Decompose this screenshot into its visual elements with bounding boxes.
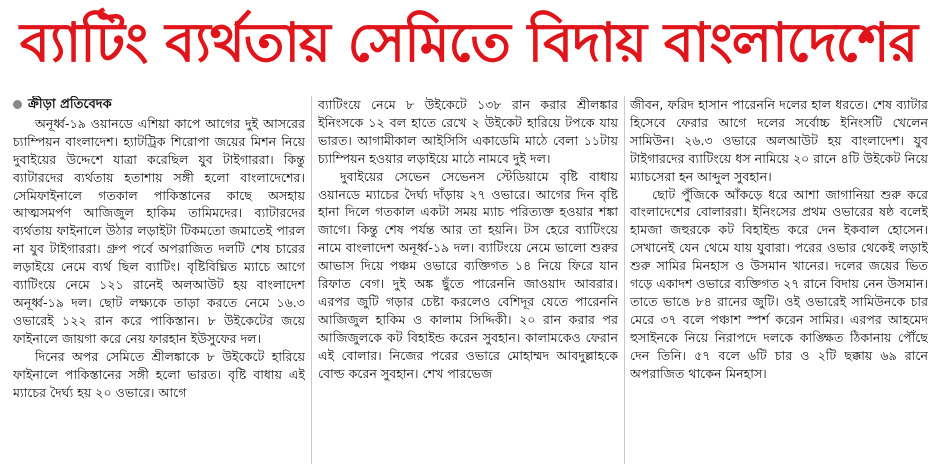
- paragraph: জীবন, ফরিদ হাসান পারেননি দলের হাল ধরতে। শেষ ব্যাটার হিসেবে ফেরার আগে দলের সর্বোচ্চ ইনিংসটি খেলেন সামিউন। ২৬.৩ ওভারে অলআউট হয় বাংলাদেশ। যুব টাইগারদের ব্যাটিংয়ে ধস নামিয়ে ২০ রানে ৪টি উইকেট নিয়ে ম্যাচসেরা হন আব্দুল সুবহান।: [630, 97, 928, 184]
- paragraph: অনূর্ধ্ব-১৯ ওয়ানডে এশিয়া কাপে আগের দুই আসরের চ্যাম্পিয়ন বাংলাদেশ। হ্যাটট্রিক শিরোপা জয়ের মিশন নিয়ে দুবাইয়ের উদ্দেশে যাত্রা করেছিল যুব টাইগাররা। কিন্তু ব্যাটারদের ব্যর্থতায় হতাশায় সঙ্গী হলো বাংলাদেশের। সেমিফাইনালে গতকাল পাকিস্তানের কাছে অসহায় আত্মসমর্পণ আজিজুল হাকিম তামিমদের। ব্যাটারদের ব্যর্থতায় ফাইনালে উঠার লড়াইটা টিকমতো জমাতেই পারল না যুব টাইগাররা। গ্রুপ পর্বে অপরাজিত দলটি শেষ চারের লড়াইয়ে নেমে ব্যর্থ ছিল ব্যাটিং। বৃষ্টিবিঘ্নিত ম্যাচে আগে ব্যাটিংয়ে নেমে ১২১ রানেই অলআউট হয় বাংলাদেশ অনূর্ধ্ব-১৯ দল। ছোট লক্ষ্যকে তাড়া করতে নেমে ১৬.৩ ওভারেই ১২২ রান করে পাকিস্তান। ৮ উইকেটের জয়ে ফাইনালে জায়গা করে নেয় ফারহান ইউসুফের দল।: [13, 115, 305, 346]
- paragraph: ব্যাটিংয়ে নেমে ৮ উইকেটে ১৩৮ রান করার শ্রীলঙ্কার ইনিংসকে ১২ বল হাতে রেখে ২ উইকেট হারিয়ে টপকে যায় ভারত। আগামীকাল আইসিসি একাডেমি মাঠে বেলা ১১টায় চ্যাম্পিয়ন হওয়ার লড়াইয়ে মাঠে নামবে দুই দল।: [318, 97, 618, 166]
- column-divider: [624, 96, 625, 464]
- byline: [13, 96, 305, 114]
- article-column-2: [318, 96, 618, 466]
- bullet-icon: [13, 100, 22, 109]
- article-column-3: [630, 96, 928, 466]
- byline-text: ক্রীড়া প্রতিবেদক: [28, 97, 112, 112]
- headline-text: ব্যাটিং ব্যর্থতায় সেমিতে বিদায় বাংলাদেশের: [19, 11, 918, 74]
- headline: [0, 0, 937, 92]
- article-column-1: [13, 96, 305, 466]
- paragraph: দিনের অপর সেমিতে শ্রীলঙ্কাকে ৮ উইকেটে হারিয়ে ফাইনালে পাকিস্তানের সঙ্গী হলো ভারত। বৃষ্টি বাধায় এই ম্যাচের দৈর্ঘ্য হয় ২০ ওভারে। আগে: [13, 348, 305, 400]
- paragraph: ছোট পুঁজিকে আঁকড়ে ধরে আশা জাগানিয়া শুরু করে বাংলাদেশের বোলাররা। ইনিংসের প্রথম ওভারের ষষ্ঠ বলেই হামজা জহুরকে কট বিহাইন্ড করে দেন ইকবাল হোসেন। সেখানেই যেন থেমে যায় যুবারা। পরের ওভার থেকেই লড়াই শুরু সামির মিনহাস ও উসমান খানের। দলের জয়ের ভিত গড়ে একাদশ ওভারে ব্যক্তিগত ২৭ রানে বিদায় নেন উসমান। তাতে ভাঙে ৮৪ রানের জুটি। ওই ওভারেই সামিউনকে চার মেরে ৩৭ বলে পঞ্চাশ স্পর্শ করেন সামির। এরপর আহমেদ হুসাইনকে নিয়ে নিরাপদে দলকে কাঙ্ক্ষিত ঠিকানায় পৌঁছে দেন তিনি। ৫৭ বলে ৬টি চার ও ২টি ছক্কায় ৬৯ রানে অপরাজিত থাকেন মিনহাস।: [630, 186, 928, 381]
- column-divider: [311, 96, 312, 464]
- paragraph: দুবাইয়ের সেভেন সেভেনস স্টেডিয়ামে বৃষ্টি বাধায় ওয়ানডে ম্যাচের দৈর্ঘ্য দাঁড়ায় ২৭ ওভারে। আগের দিন বৃষ্টি হানা দিলে গতকাল একটা সময় ম্যাচ পরিত্যক্ত হওয়ার শঙ্কা জাগে। কিন্তু শেষ পর্যন্ত আর তা হয়নি। টস হেরে ব্যাটিংয়ে নামে বাংলাদেশ অনূর্ধ্ব-১৯ দল। ব্যাটিংয়ে নেমে ভালো শুরুর আভাস দিয়ে পঞ্চম ওভারে ব্যক্তিগত ১৪ নিয়ে ফিরে যান রিফাত বেগ। দুই অঙ্ক ছুঁতে পারেননি জাওয়াদ আবরার। এরপর জুটি গড়ার চেষ্টা করলেও বেশিদূর যেতে পারেননি আজিজুল হাকিম ও কালাম সিদ্দিকী। ২০ রান করার পর আজিজুলকে কট বিহাইন্ড করেন সুবহান। কালামকেও ফেরান এই বোলার। নিজের পরের ওভারে মোহাম্মদ আবদুল্লাহকে বোল্ড করেন সুবহান। শেখ পারভেজ: [318, 168, 618, 381]
